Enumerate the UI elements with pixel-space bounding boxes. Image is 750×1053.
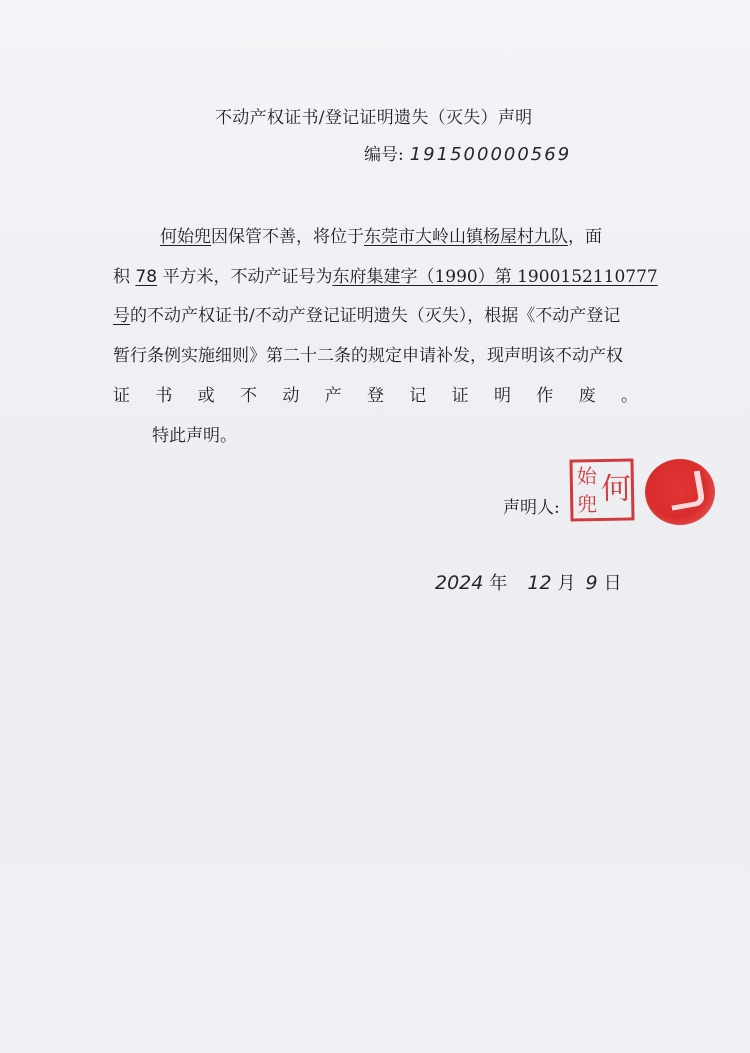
body-text: ，面 (568, 227, 602, 247)
seal-char: 始 (576, 464, 597, 489)
body-char: 。 (620, 386, 638, 406)
signer-label: 声明人: (503, 498, 560, 518)
certificate-number: 东府集建字（1990）第 1900152110777 (332, 267, 658, 287)
body-char: 废 (578, 386, 596, 406)
date-year-unit: 年 (489, 573, 508, 594)
body-text: 的不动产权证书/不动产登记证明遗失（灭失），根据《不动产登记 (130, 306, 621, 326)
body-line-5 (113, 381, 638, 406)
fingerprint-seal (645, 459, 715, 525)
number-label: 编号: (364, 145, 404, 165)
body-char: 作 (536, 386, 554, 406)
name-seal-square (569, 458, 634, 521)
property-area: 78 (135, 267, 158, 287)
number-value: 191500000569 (409, 144, 572, 165)
body-line-3 (113, 301, 620, 326)
date-day: 9 (585, 572, 598, 594)
property-location: 东莞市大岭山镇杨屋村九队 (364, 227, 568, 247)
seal-char: 兜 (577, 492, 598, 517)
body-char: 产 (324, 386, 342, 406)
body-line-1 (160, 222, 602, 247)
date-month: 12 (527, 572, 552, 594)
date-day-unit: 日 (603, 573, 622, 594)
certificate-number-suffix: 号 (113, 306, 130, 326)
body-line-4: 暂行条例实施细则》第二十二条的规定申请补发，现声明该不动产权 (113, 346, 623, 366)
body-char: 证 (451, 386, 469, 406)
document-number-row (364, 140, 571, 165)
body-char: 明 (493, 386, 511, 406)
document-title: 不动产权证书/登记证明遗失（灭失）声明 (215, 108, 533, 128)
body-char: 证 (113, 386, 130, 406)
body-text: 积 (113, 267, 136, 287)
seal-char: 何 (600, 471, 632, 508)
body-text: 平方米，不动产证号为 (157, 267, 333, 287)
body-char: 书 (155, 386, 173, 406)
body-char: 动 (282, 386, 300, 406)
body-char: 记 (409, 386, 427, 406)
applicant-name: 何始兜 (160, 227, 211, 247)
closing-statement: 特此声明。 (152, 426, 237, 446)
date-year: 2024 (435, 572, 484, 594)
body-text: 因保管不善，将位于 (211, 227, 364, 247)
body-char: 不 (239, 386, 257, 406)
body-char: 登 (366, 386, 384, 406)
declaration-date (435, 569, 622, 595)
body-char: 或 (197, 386, 215, 406)
body-line-2 (113, 262, 658, 287)
date-month-unit: 月 (557, 573, 576, 594)
